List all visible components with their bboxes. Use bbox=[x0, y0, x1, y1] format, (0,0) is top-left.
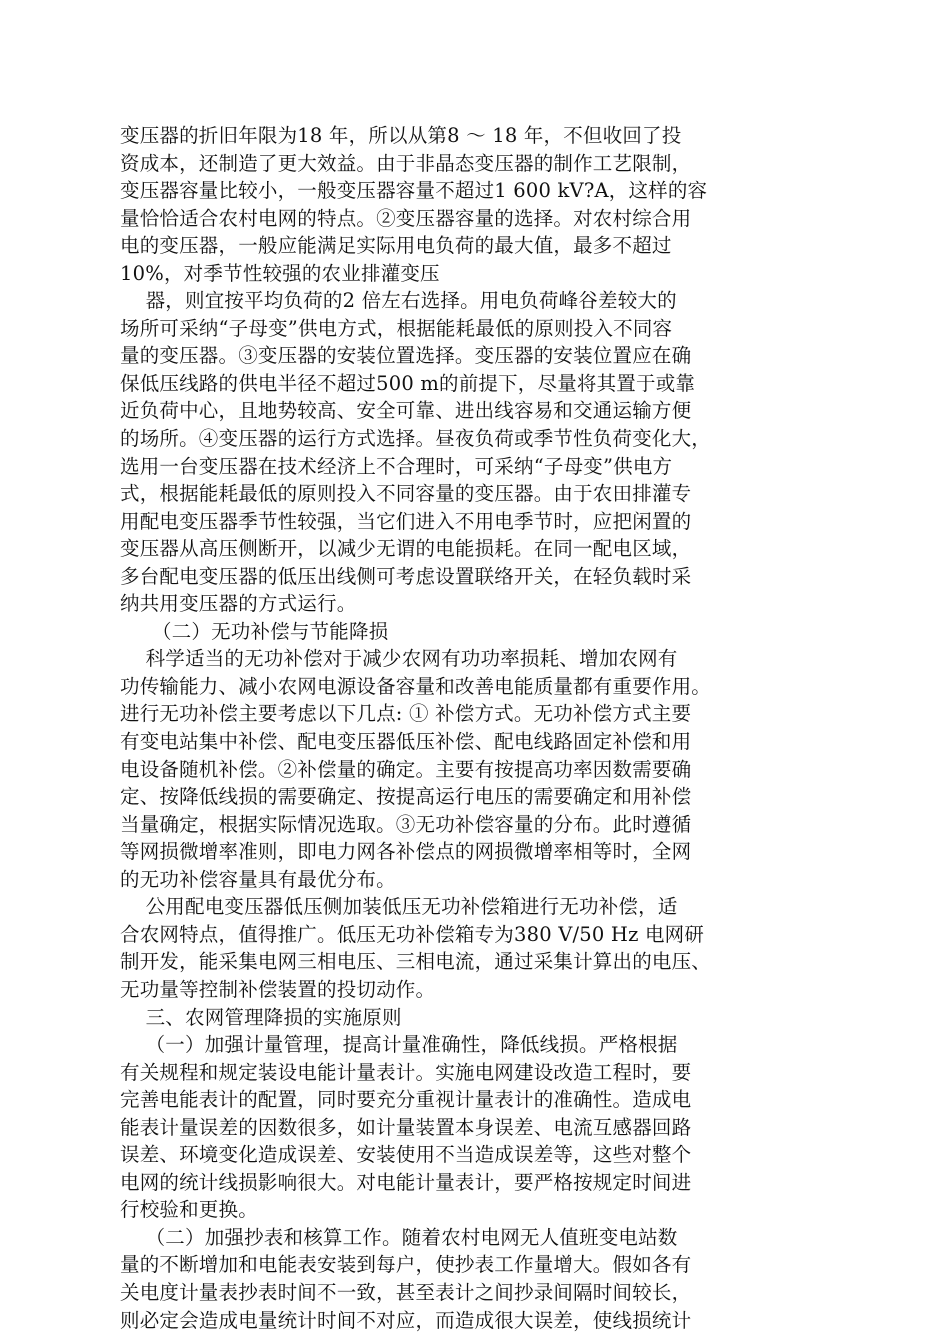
text-line: 量的变压器。③变压器的安装位置选择。变压器的安装位置应在确 bbox=[120, 344, 692, 368]
text-line: 变压器容量比较小，一般变压器容量不超过1 600 kV?A，这样的容 bbox=[120, 179, 708, 203]
text-line: 有关规程和规定装设电能计量表计。实施电网建设改造工程时，要 bbox=[120, 1060, 692, 1084]
text-line: 多台配电变压器的低压出线侧可考虑设置联络开关，在轻负载时采 bbox=[120, 564, 692, 588]
text-line: 进行无功补偿主要考虑以下几点: ① 补偿方式。无功补偿方式主要 bbox=[120, 702, 692, 726]
text-line: 的无功补偿容量具有最优分布。 bbox=[120, 867, 396, 891]
text-line: 变压器的折旧年限为18 年，所以从第8 ～ 18 年，不但收回了投 bbox=[120, 124, 682, 147]
text-line: 误差、环境变化造成误差、安装使用不当造成误差等，这些对整个 bbox=[120, 1143, 692, 1167]
text-line: （二）加强抄表和核算工作。随着农村电网无人值班变电站数 bbox=[120, 1225, 678, 1249]
section-heading: （二）无功补偿与节能降损 bbox=[120, 619, 389, 643]
text-line: 无功量等控制补偿装置的投切动作。 bbox=[120, 977, 436, 1001]
text-line: 变压器从高压侧断开，以减少无谓的电能损耗。在同一配电区域， bbox=[120, 537, 692, 561]
text-line: 场所可采纳“子母变”供电方式，根据能耗最低的原则投入不同容 bbox=[120, 316, 673, 340]
text-line: （一）加强计量管理，提高计量准确性，降低线损。严格根据 bbox=[120, 1033, 678, 1057]
text-line: 的场所。④变压器的运行方式选择。昼夜负荷或季节性负荷变化大， bbox=[120, 427, 712, 451]
text-line: 完善电能表计的配置，同时要充分重视计量表计的准确性。造成电 bbox=[120, 1088, 692, 1112]
text-line: 用配电变压器季节性较强，当它们进入不用电季节时，应把闲置的 bbox=[120, 509, 692, 533]
text-line: 器，则宜按平均负荷的2 倍左右选择。用电负荷峰谷差较大的 bbox=[120, 289, 677, 313]
text-line: 功传输能力、减小农网电源设备容量和改善电能质量都有重要作用。 bbox=[120, 674, 712, 698]
text-line: 式，根据能耗最低的原则投入不同容量的变压器。由于农田排灌专 bbox=[120, 482, 692, 506]
document-body bbox=[120, 122, 820, 1334]
text-line: 有变电站集中补偿、配电变压器低压补偿、配电线路固定补偿和用 bbox=[120, 730, 692, 754]
text-line: 量的不断增加和电能表安装到每户，使抄表工作量增大。假如各有 bbox=[120, 1253, 692, 1277]
text-line: 纳共用变压器的方式运行。 bbox=[120, 592, 357, 616]
text-line: 关电度计量表抄表时间不一致，甚至表计之间抄录间隔时间较长， bbox=[120, 1280, 692, 1304]
text-line: 当量确定，根据实际情况选取。③无功补偿容量的分布。此时遵循 bbox=[120, 812, 692, 836]
text-line: 公用配电变压器低压侧加装低压无功补偿箱进行无功补偿，适 bbox=[120, 895, 678, 919]
text-line: 则必定会造成电量统计时间不对应，而造成很大误差，使线损统计 bbox=[120, 1308, 692, 1332]
text-line: 合农网特点，值得推广。低压无功补偿箱专为380 V/50 Hz 电网研 bbox=[120, 922, 705, 946]
text-line: 电的变压器，一般应能满足实际用电负荷的最大值，最多不超过 bbox=[120, 234, 672, 258]
text-line: 近负荷中心，且地势较高、安全可靠、进出线容易和交通运输方便 bbox=[120, 399, 692, 423]
text-line: 行校验和更换。 bbox=[120, 1198, 258, 1222]
text-line: 10%，对季节性较强的农业排灌变压 bbox=[120, 261, 440, 285]
text-line: 资成本，还制造了更大效益。由于非晶态变压器的制作工艺限制， bbox=[120, 151, 692, 175]
text-line: 等网损微增率准则，即电力网各补偿点的网损微增率相等时，全网 bbox=[120, 840, 692, 864]
text-line: 量恰恰适合农村电网的特点。②变压器容量的选择。对农村综合用 bbox=[120, 206, 692, 230]
text-line: 制开发，能采集电网三相电压、三相电流，通过采集计算出的电压、 bbox=[120, 950, 712, 974]
text-line: 电网的统计线损影响很大。对电能计量表计，要严格按规定时间进 bbox=[120, 1170, 692, 1194]
text-line: 能表计量误差的因数很多，如计量装置本身误差、电流互感器回路 bbox=[120, 1115, 692, 1139]
text-line: 保低压线路的供电半径不超过500 m的前提下，尽量将其置于或靠 bbox=[120, 371, 696, 395]
section-heading: 三、农网管理降损的实施原则 bbox=[120, 1005, 402, 1029]
text-line: 选用一台变压器在技术经济上不合理时，可采纳“子母变”供电方 bbox=[120, 454, 673, 478]
text-line: 科学适当的无功补偿对于减少农网有功功率损耗、增加农网有 bbox=[120, 647, 678, 671]
text-line: 定、按降低线损的需要确定、按提高运行电压的需要确定和用补偿 bbox=[120, 785, 692, 809]
text-line: 电设备随机补偿。②补偿量的确定。主要有按提高功率因数需要确 bbox=[120, 757, 692, 781]
